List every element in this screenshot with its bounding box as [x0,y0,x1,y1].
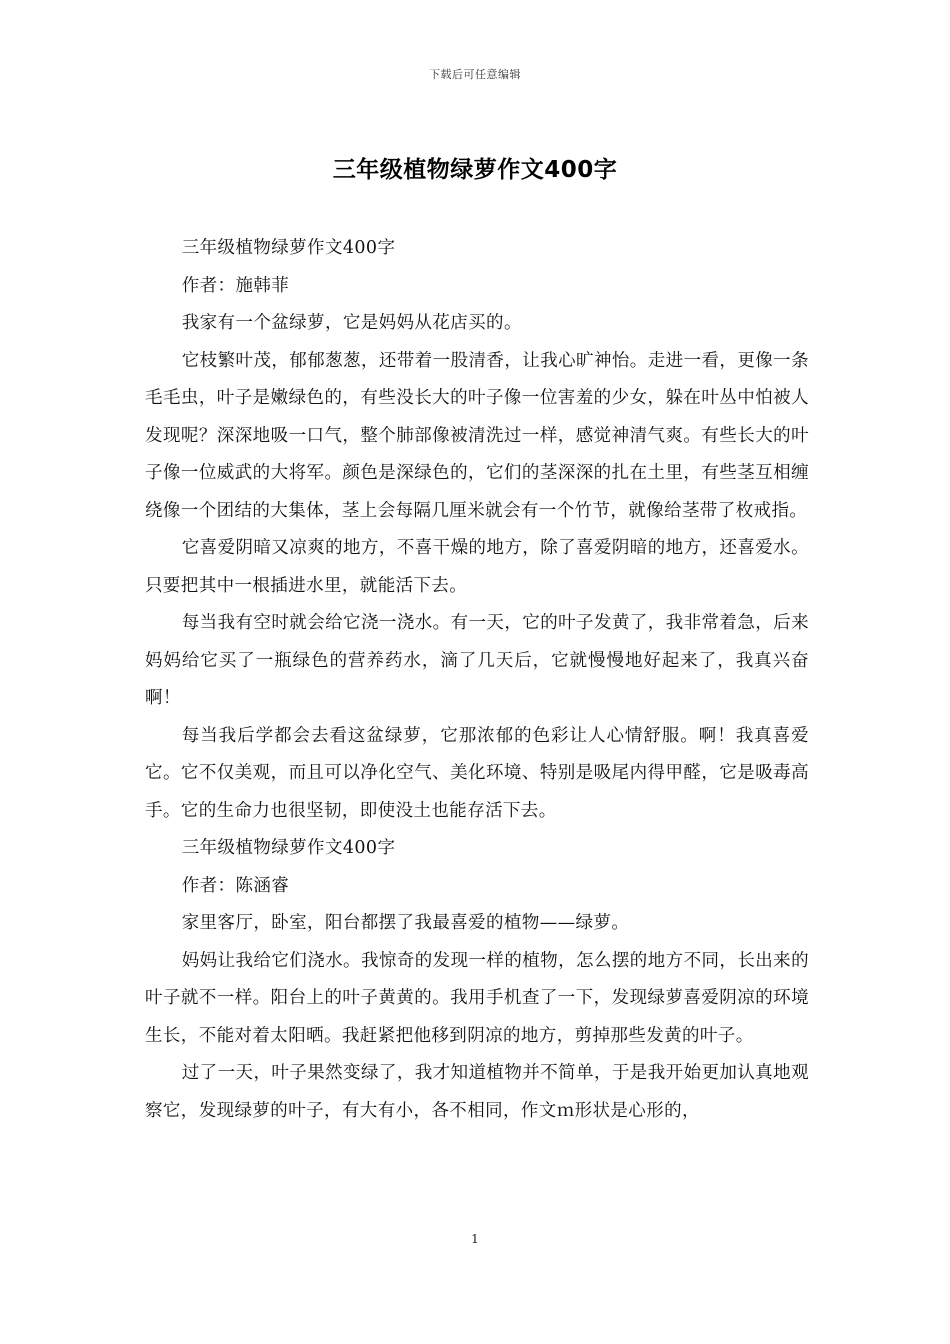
paragraph: 每当我有空时就会给它浇一浇水。有一天，它的叶子发黄了，我非常着急，后来妈妈给它买了一瓶绿色的营养药水，滴了几天后，它就慢慢地好起来了，我真兴奋啊！ [145,613,809,708]
paragraph: 过了一天，叶子果然变绿了，我才知道植物并不简单，于是我开始更加认真地观察它，发现绿萝的叶子，有大有小，各不相同，作文ｍ形状是心形的， [145,1063,809,1121]
paragraph-author-1: 作者：施韩菲 [181,275,290,296]
paragraph: 家里客厅，卧室，阳台都摆了我最喜爱的植物——绿萝。 [181,913,630,933]
paragraph-subtitle-2: 三年级植物绿萝作文400字 [181,838,396,858]
paragraph: 我家有一个盆绿萝，它是妈妈从花店买的。 [181,313,522,333]
paragraph: 它枝繁叶茂，郁郁葱葱，还带着一股清香，让我心旷神怡。走进一看，更像一条毛毛虫，叶子是嫩绿色的，有些没长大的叶子像一位害羞的少女，躲在叶丛中怕被人发现呢？深深地吸一口气，整个肺部像被清洗过一样，感觉神清气爽。有些长大的叶子像一位威武的大将军。颜色是深绿色的，它们的茎深深的扎在土里，有些茎互相缠绕像一个团结的大集体，茎上会每隔几厘米就会有一个竹节，就像给茎带了枚戒指。 [145,350,809,521]
paragraph: 妈妈让我给它们浇水。我惊奇的发现一样的植物，怎么摆的地方不同，长出来的叶子就不一样。阳台上的叶子黄黄的。我用手机查了一下，发现绿萝喜爱阴凉的环境生长，不能对着太阳晒。我赶紧把他移到阴凉的地方，剪掉那些发黄的叶子。 [145,950,809,1046]
page-number: 1 [471,1232,479,1246]
paragraph: 每当我后学都会去看这盆绿萝，它那浓郁的色彩让人心情舒服。啊！我真喜爱它。它不仅美观，而且可以净化空气、美化环境、特别是吸尾内得甲醛，它是吸毒高手。它的生命力也很坚韧，即使没土也能存活下去。 [145,725,809,821]
document-title: 三年级植物绿萝作文400字 [332,157,618,183]
paragraph: 它喜爱阴暗又凉爽的地方，不喜干燥的地方，除了喜爱阴暗的地方，还喜爱水。只要把其中一根插进水里，就能活下去。 [145,538,809,596]
page-header-note: 下载后可任意编辑 [429,68,521,81]
paragraph-author-2: 作者：陈涵睿 [181,875,290,896]
document-body [145,230,809,1130]
paragraph-subtitle-1: 三年级植物绿萝作文400字 [181,238,396,258]
